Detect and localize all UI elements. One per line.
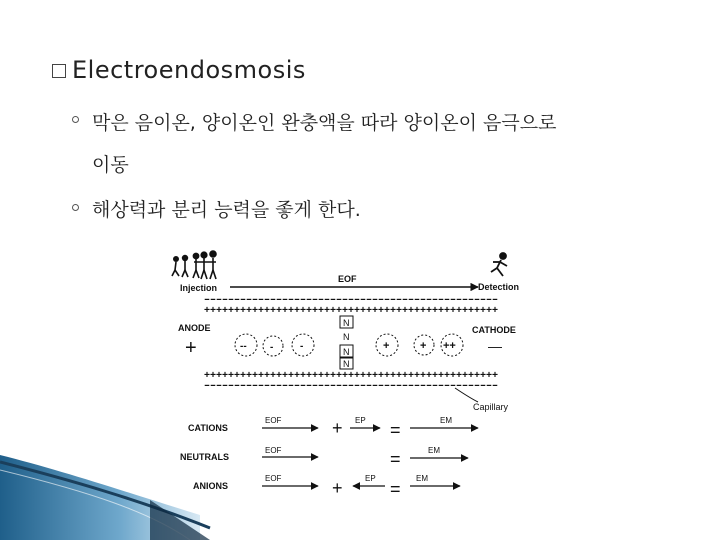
capillary-label: Capillary <box>473 402 509 412</box>
row-equals: = <box>390 420 401 440</box>
anion-blob <box>292 334 314 356</box>
row-ep-label: EP <box>365 474 376 483</box>
neutral-marker <box>340 345 353 357</box>
bullet-2-line-1: 해상력과 분리 능력을 좋게 한다. <box>92 199 361 221</box>
anode-plus-sign: + <box>185 337 197 359</box>
svg-text:++: ++ <box>443 340 456 352</box>
cation-blob <box>414 335 434 355</box>
svg-text:++++++++++++++++++++++++++++++: +++++++++++++++++++++++++++++++++++++++++++++++++ <box>204 305 499 316</box>
row-equals: = <box>390 479 401 499</box>
cathode-minus-sign: — <box>488 338 502 354</box>
injection-label: Injection <box>180 283 218 293</box>
bullet-1-line-2: 이동 <box>92 154 129 176</box>
svg-text:N: N <box>343 359 350 369</box>
neutral-marker <box>343 332 350 342</box>
svg-text:-: - <box>270 342 274 353</box>
row-equals: = <box>390 449 401 469</box>
eof-label: EOF <box>338 274 357 284</box>
svg-text:--: -- <box>240 341 247 352</box>
neutral-marker <box>340 358 353 369</box>
anode-label: ANODE <box>178 323 211 333</box>
svg-text:+: + <box>420 340 427 352</box>
row-ep-label: EP <box>355 416 366 425</box>
corner-decoration <box>0 455 210 540</box>
svg-text:------------------------------: ------------------------------------------------- <box>204 380 498 391</box>
capillary-wall-bottom <box>204 370 498 391</box>
neutral-marker <box>340 316 353 328</box>
row-label-neutrals: NEUTRALS <box>180 452 229 462</box>
svg-text:+: + <box>383 340 390 352</box>
row-em-label: EM <box>416 474 428 483</box>
cathode-label: CATHODE <box>472 325 516 335</box>
svg-text:++++++++++++++++++++++++++++++: +++++++++++++++++++++++++++++++++++++++++++++++++ <box>204 370 499 381</box>
svg-text:------------------------------: ------------------------------------------------- <box>204 294 498 305</box>
row-eof-label: EOF <box>265 474 282 483</box>
svg-text:N: N <box>343 347 350 357</box>
bullet-1-line-1: 막은 음이온, 양이온인 완충액을 따라 양이온이 음극으로 <box>92 112 557 134</box>
row-eof-label: EOF <box>265 446 282 455</box>
runner-finish-icon <box>491 253 507 276</box>
anion-blob <box>263 336 283 356</box>
anion-blob <box>235 334 257 356</box>
runners-start-icon <box>172 251 216 279</box>
svg-text:N: N <box>343 318 350 328</box>
capillary-wall-top <box>204 294 498 316</box>
detection-label: Detection <box>478 282 520 292</box>
row-operator: + <box>332 418 343 438</box>
row-operator: + <box>332 478 343 498</box>
row-label-cations: CATIONS <box>188 423 228 433</box>
svg-text:N: N <box>343 332 350 342</box>
row-eof-label: EOF <box>265 416 282 425</box>
cation-blob <box>376 334 398 356</box>
row-em-label: EM <box>428 446 440 455</box>
svg-text:-: - <box>300 341 304 352</box>
row-em-label: EM <box>440 416 452 425</box>
slide-title: Electroendosmosis <box>72 56 306 84</box>
cation-blob <box>441 334 463 356</box>
row-label-anions: ANIONS <box>193 481 229 491</box>
